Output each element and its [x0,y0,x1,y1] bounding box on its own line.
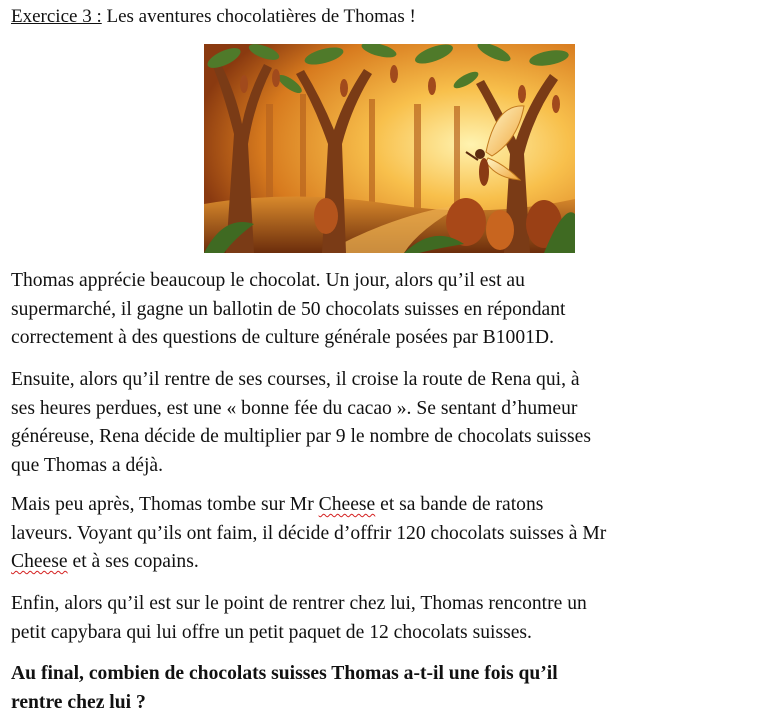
paragraph-line: généreuse, Rena décide de multiplier par 9 le nombre de chocolats suisses [11,426,591,448]
paragraph-line: supermarché, il gagne un ballotin de 50 chocolats suisses en répondant [11,298,566,320]
spellcheck-flagged-word: Cheese [11,551,68,573]
question-line: Au final, combien de chocolats suisses Thomas a-t-il une fois qu’il [11,663,558,684]
paragraph-raccoons [11,491,766,577]
exercise-title [11,4,416,30]
paragraph-line: Ensuite, alors qu’il rentre de ses courses, il croise la route de Rena qui, à [11,369,580,390]
final-question [11,660,766,717]
paragraph-line: Enfin, alors qu’il est sur le point de rentrer chez lui, Thomas rencontre un [11,593,587,614]
exercise-label: Exercice 3 : [11,6,102,27]
paragraph-line: correctement à des questions de culture générale posées par B1001D. [11,327,554,349]
paragraph-cocoa-fairy [11,366,766,480]
paragraph-line [11,491,766,520]
paragraph-line: petit capybara qui lui offre un petit paquet de 12 chocolats suisses. [11,621,532,643]
spellcheck-flagged-word: Cheese [318,494,376,515]
paragraph-line: que Thomas a déjà. [11,454,163,476]
paragraph-line: laveurs. Voyant qu’ils ont faim, il décide d’offrir 120 chocolats suisses à Mr [11,522,607,544]
paragraph-line: Thomas apprécie beaucoup le chocolat. Un jour, alors qu’il est au [11,270,525,291]
paragraph-chocolate-prize [11,267,766,353]
paragraph-capybara [11,590,766,647]
paragraph-line [11,548,766,577]
paragraph-line: ses heures perdues, est une « bonne fée du cacao ». Se sentant d’humeur [11,397,578,419]
cocoa-forest-fairy-illustration [204,44,575,253]
question-line: rentre chez lui ? [11,691,146,713]
exercise-title-text: Les aventures chocolatières de Thomas ! [101,6,416,27]
text-fragment: et sa bande de ratons [375,494,544,515]
text-fragment: et à ses copains. [67,551,199,573]
text-fragment: Mais peu après, Thomas tombe sur Mr [11,494,319,515]
